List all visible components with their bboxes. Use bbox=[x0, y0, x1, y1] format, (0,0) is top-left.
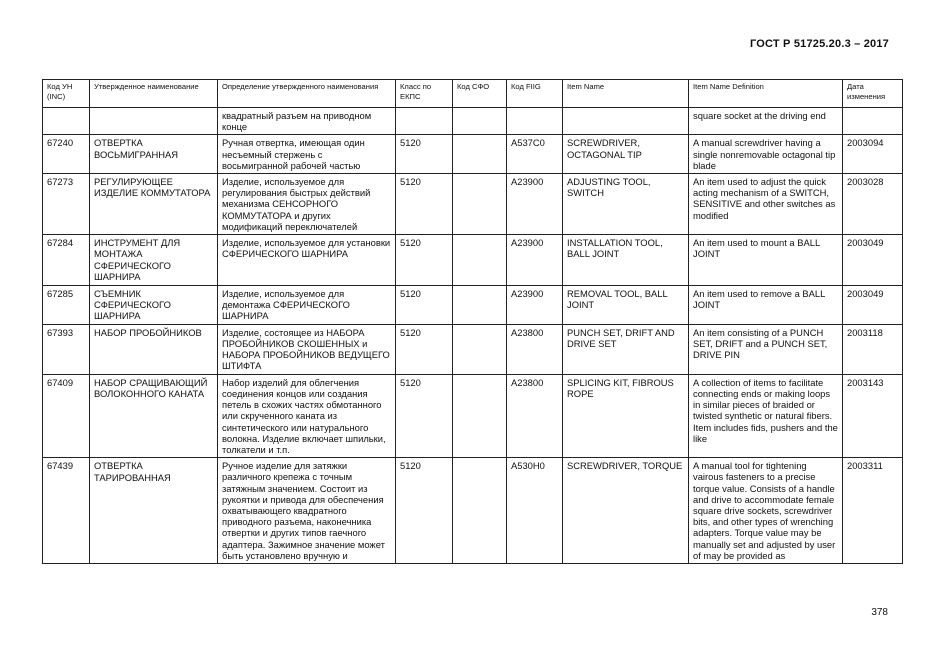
cell-sfo bbox=[453, 174, 507, 235]
cell-item-name: SCREWDRIVER, TORQUE bbox=[563, 458, 689, 564]
cell-fiig: A23900 bbox=[507, 285, 563, 324]
cell-name: НАБОР СРАЩИВАЮЩИЙ ВОЛОКОННОГО КАНАТА bbox=[90, 374, 218, 457]
cell-fiig: A23900 bbox=[507, 174, 563, 235]
cell-definition: Набор изделий для облегчения соединения концов или создания петель в схожих частях обмотанного или скрученного каната из синтетического или натурального волокна. Изделие включает шпильки, толкатели и т.п. bbox=[218, 374, 396, 457]
cell-item-definition: An item used to adjust the quick acting mechanism of a SWITCH, SENSITIVE and other switches as modified bbox=[689, 174, 843, 235]
cell-item-name: SPLICING KIT, FIBROUS ROPE bbox=[563, 374, 689, 457]
cell-name bbox=[90, 108, 218, 135]
header-name: Утвержденное наименование bbox=[90, 80, 218, 108]
cell-name: СЪЕМНИК СФЕРИЧЕСКОГО ШАРНИРА bbox=[90, 285, 218, 324]
document-header: ГОСТ Р 51725.20.3 – 2017 bbox=[749, 38, 889, 50]
cell-definition: квадратный разъем на приводном конце bbox=[218, 108, 396, 135]
cell-date bbox=[843, 108, 903, 135]
header-definition: Определение утвержденного наименования bbox=[218, 80, 396, 108]
table-row bbox=[43, 458, 903, 564]
cell-name: ОТВЕРТКА ВОСЬМИГРАННАЯ bbox=[90, 135, 218, 174]
header-item-name: Item Name bbox=[563, 80, 689, 108]
table-row bbox=[43, 235, 903, 286]
cell-code: 67273 bbox=[43, 174, 90, 235]
cell-date: 2003049 bbox=[843, 285, 903, 324]
cell-item-definition: A collection of items to facilitate connecting ends or making loops in similar pieces of braided or twisted synthetic or natural fibers. Item includes fids, pushers and the like bbox=[689, 374, 843, 457]
cell-fiig: A23800 bbox=[507, 324, 563, 374]
cell-item-definition: square socket at the driving end bbox=[689, 108, 843, 135]
cell-ekps: 5120 bbox=[396, 285, 453, 324]
cell-code: 67439 bbox=[43, 458, 90, 564]
cell-name: ИНСТРУМЕНТ ДЛЯ МОНТАЖА СФЕРИЧЕСКОГО ШАРНИРА bbox=[90, 235, 218, 286]
cell-sfo bbox=[453, 285, 507, 324]
cell-item-name: ADJUSTING TOOL, SWITCH bbox=[563, 174, 689, 235]
header-ekps: Класс по ЕКПС bbox=[396, 80, 453, 108]
standards-table bbox=[42, 79, 903, 564]
header-fiig: Код FIIG bbox=[507, 80, 563, 108]
cell-definition: Ручное изделие для затяжки различного крепежа с точным затяжным значением. Состоит из рукоятки и привода для обеспечения охватывающего квадратного приводного разъема, наконечника отвертки и других типов гаечного адаптера. Зажимное значение может быть установлено вручную и bbox=[218, 458, 396, 564]
cell-ekps: 5120 bbox=[396, 324, 453, 374]
cell-date: 2003028 bbox=[843, 174, 903, 235]
table-row bbox=[43, 135, 903, 174]
cell-code: 67240 bbox=[43, 135, 90, 174]
cell-item-definition: An item used to mount a BALL JOINT bbox=[689, 235, 843, 286]
cell-sfo bbox=[453, 135, 507, 174]
cell-date: 2003143 bbox=[843, 374, 903, 457]
table-header-row bbox=[43, 80, 903, 108]
cell-name: ОТВЕРТКА ТАРИРОВАННАЯ bbox=[90, 458, 218, 564]
cell-item-definition: A manual tool for tightening vairous fasteners to a precise torque value. Consists of a handle and drive to accommodate female square drive sockets, screwdriver bits, and other types of wrenching adapters. Torque value may be manually set and adjusted by user of may be provided as bbox=[689, 458, 843, 564]
table-row bbox=[43, 285, 903, 324]
cell-definition: Изделие, используемое для демонтажа СФЕРИЧЕСКОГО ШАРНИРА bbox=[218, 285, 396, 324]
header-date: Дата изменения bbox=[843, 80, 903, 108]
header-code: Код УН (INC) bbox=[43, 80, 90, 108]
cell-fiig: A23900 bbox=[507, 235, 563, 286]
cell-ekps: 5120 bbox=[396, 174, 453, 235]
cell-code: 67285 bbox=[43, 285, 90, 324]
cell-definition: Изделие, состоящее из НАБОРА ПРОБОЙНИКОВ СКОШЕННЫХ и НАБОРА ПРОБОЙНИКОВ ВЕДУЩЕГО ШТИФТА bbox=[218, 324, 396, 374]
cell-name: НАБОР ПРОБОЙНИКОВ bbox=[90, 324, 218, 374]
cell-item-definition: A manual screwdriver having a single nonremovable octagonal tip blade bbox=[689, 135, 843, 174]
cell-item-name: SCREWDRIVER, OCTAGONAL TIP bbox=[563, 135, 689, 174]
cell-ekps: 5120 bbox=[396, 458, 453, 564]
cell-name: РЕГУЛИРУЮЩЕЕ ИЗДЕЛИЕ КОММУТАТОРА bbox=[90, 174, 218, 235]
cell-item-definition: An item consisting of a PUNCH SET, DRIFT and a PUNCH SET, DRIVE PIN bbox=[689, 324, 843, 374]
cell-ekps: 5120 bbox=[396, 135, 453, 174]
cell-definition: Изделие, используемое для регулирования быстрых действий механизма СЕНСОРНОГО КОММУТАТОРА и других модификаций переключателей bbox=[218, 174, 396, 235]
cell-fiig: A23800 bbox=[507, 374, 563, 457]
cell-fiig: A530H0 bbox=[507, 458, 563, 564]
cell-code: 67409 bbox=[43, 374, 90, 457]
cell-date: 2003094 bbox=[843, 135, 903, 174]
cell-item-name: PUNCH SET, DRIFT AND DRIVE SET bbox=[563, 324, 689, 374]
cell-ekps: 5120 bbox=[396, 235, 453, 286]
cell-definition: Изделие, используемое для установки СФЕРИЧЕСКОГО ШАРНИРА bbox=[218, 235, 396, 286]
cell-definition: Ручная отвертка, имеющая один несъемный стержень с восьмигранной рабочей частью bbox=[218, 135, 396, 174]
cell-fiig: A537C0 bbox=[507, 135, 563, 174]
cell-item-name: REMOVAL TOOL, BALL JOINT bbox=[563, 285, 689, 324]
table-row bbox=[43, 374, 903, 457]
cell-item-definition: An item used to remove a BALL JOINT bbox=[689, 285, 843, 324]
cell-sfo bbox=[453, 374, 507, 457]
cell-sfo bbox=[453, 108, 507, 135]
cell-code bbox=[43, 108, 90, 135]
header-item-definition: Item Name Definition bbox=[689, 80, 843, 108]
cell-code: 67393 bbox=[43, 324, 90, 374]
header-sfo: Код СФО bbox=[453, 80, 507, 108]
cell-ekps bbox=[396, 108, 453, 135]
cell-sfo bbox=[453, 324, 507, 374]
cell-date: 2003311 bbox=[843, 458, 903, 564]
cell-item-name: INSTALLATION TOOL, BALL JOINT bbox=[563, 235, 689, 286]
cell-date: 2003118 bbox=[843, 324, 903, 374]
cell-item-name bbox=[563, 108, 689, 135]
table-row bbox=[43, 174, 903, 235]
table-row bbox=[43, 324, 903, 374]
cell-ekps: 5120 bbox=[396, 374, 453, 457]
cell-fiig bbox=[507, 108, 563, 135]
cell-sfo bbox=[453, 235, 507, 286]
cell-date: 2003049 bbox=[843, 235, 903, 286]
page-number: 378 bbox=[871, 607, 888, 618]
table-row bbox=[43, 108, 903, 135]
cell-sfo bbox=[453, 458, 507, 564]
cell-code: 67284 bbox=[43, 235, 90, 286]
